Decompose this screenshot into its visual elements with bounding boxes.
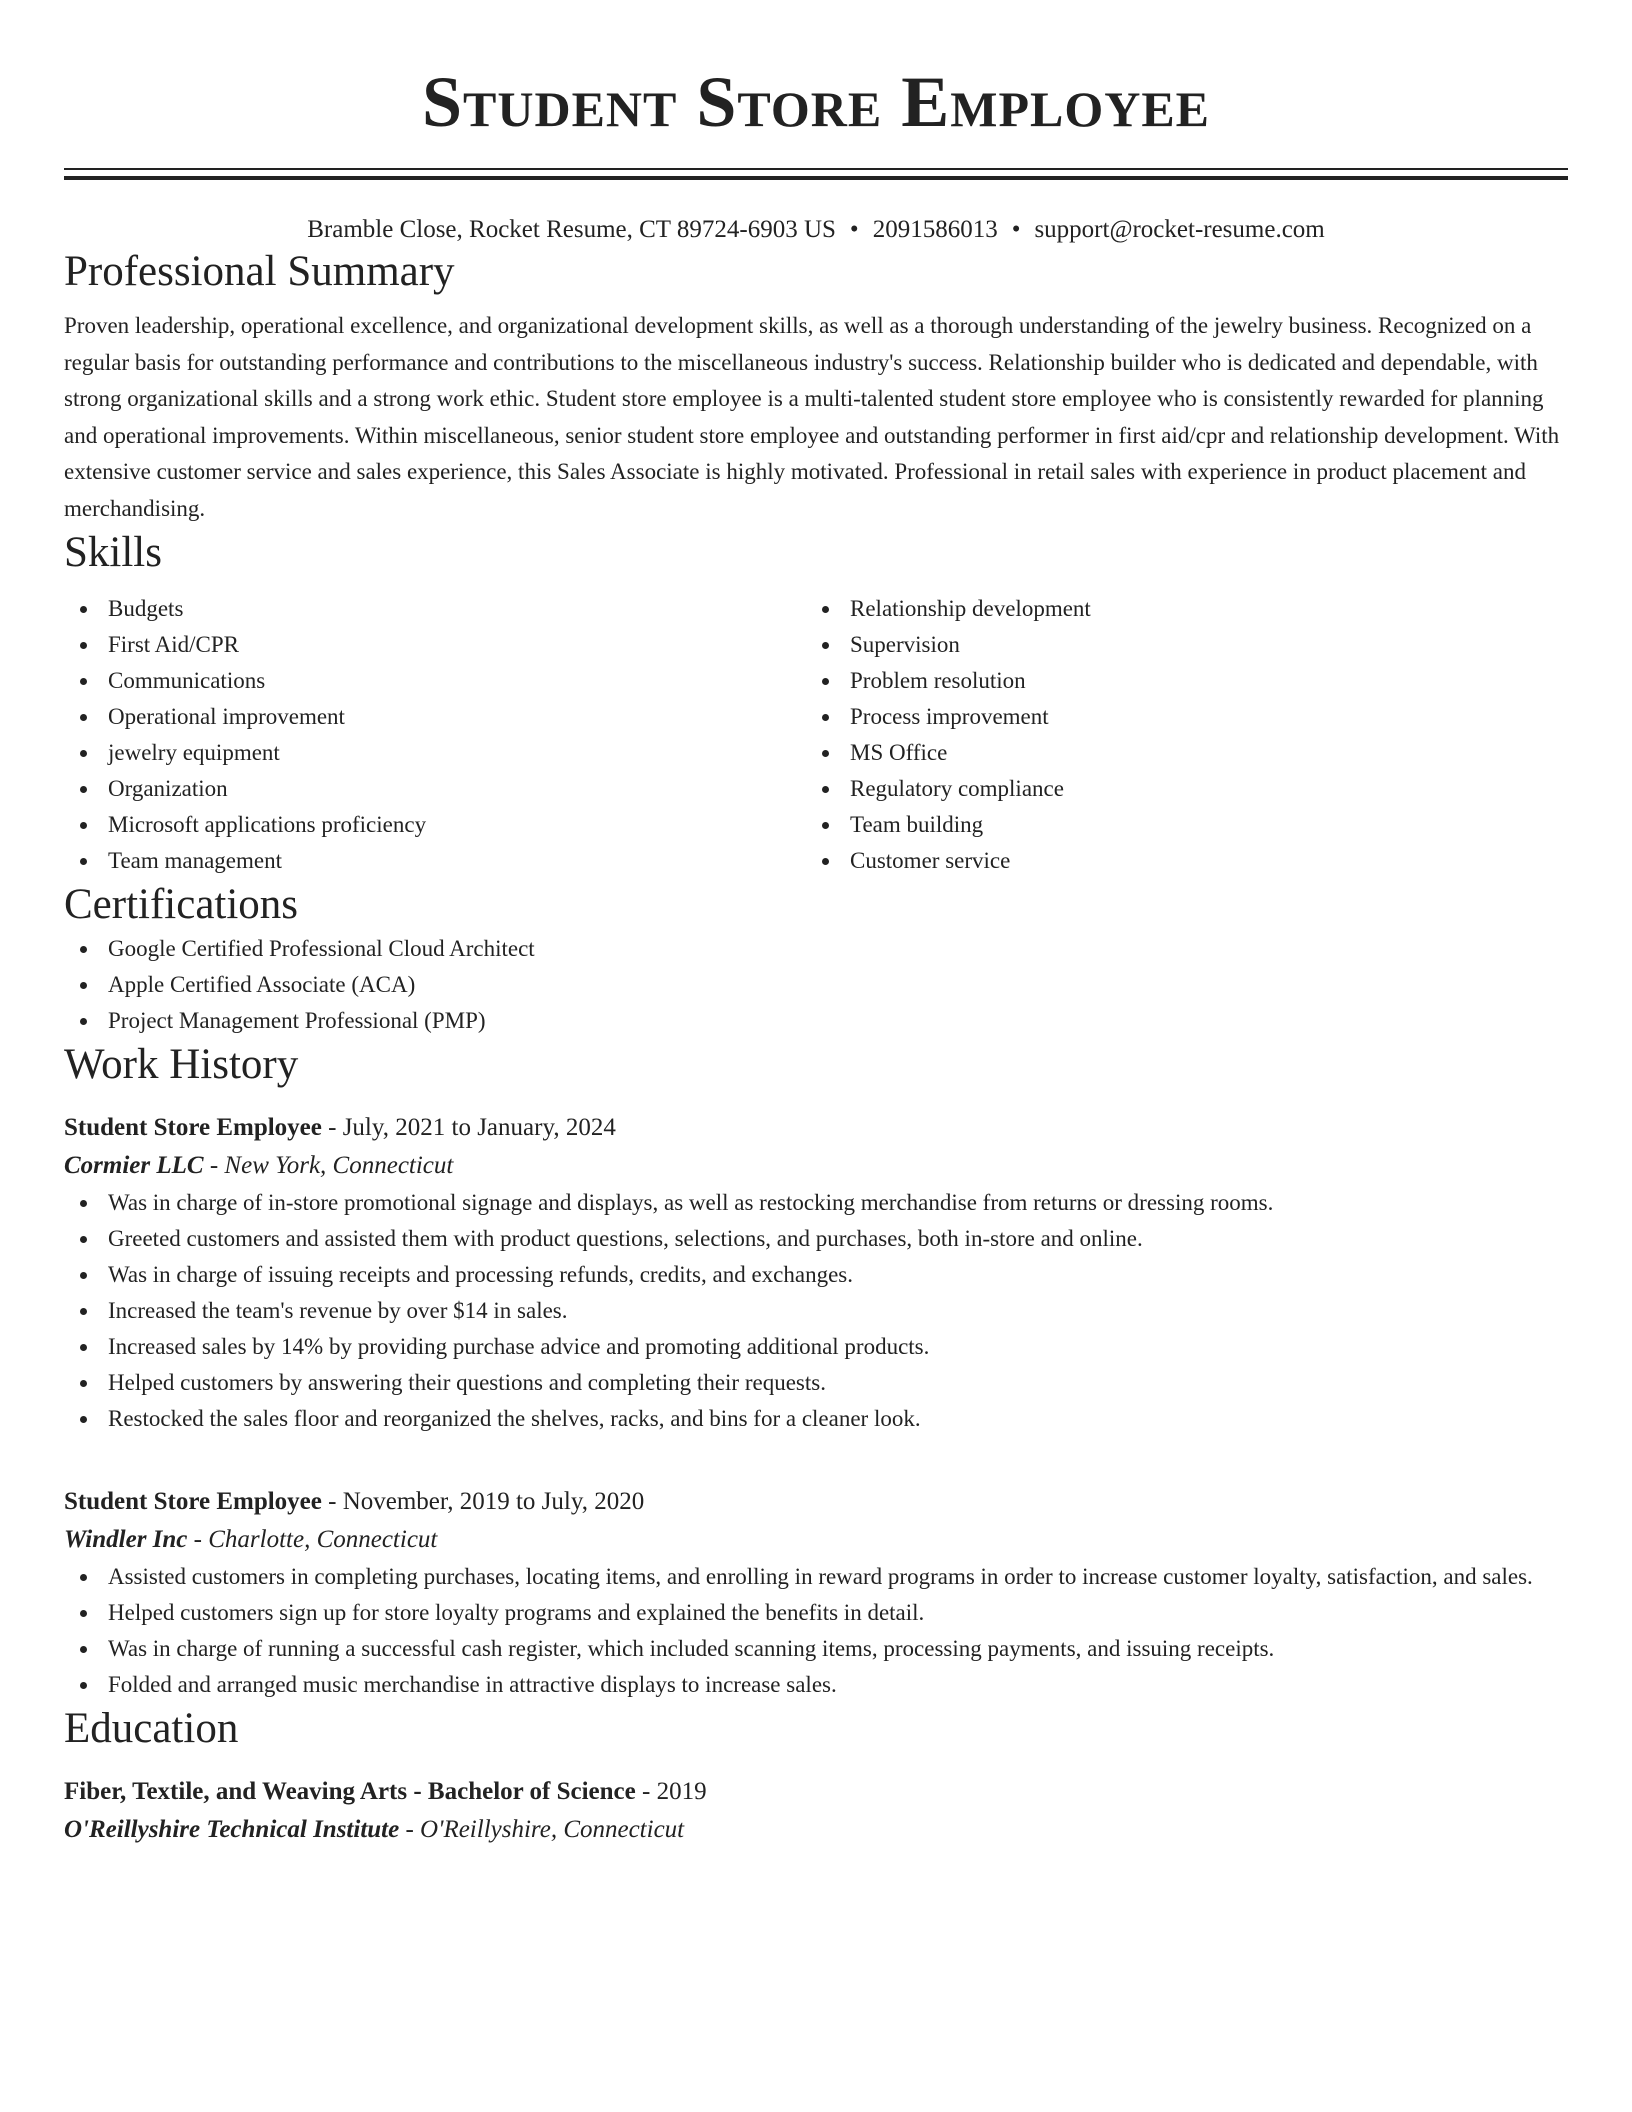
job-bullet: Greeted customers and assisted them with product questions, selections, and purchases, both in-store and online. — [64, 1221, 1568, 1257]
education-entry — [64, 1773, 1568, 1849]
job-bullet: Increased sales by 14% by providing purchase advice and promoting additional products. — [64, 1329, 1568, 1365]
job-bullet: Assisted customers in completing purchases, locating items, and enrolling in reward programs in order to increase customer loyalty, satisfaction, and sales. — [64, 1559, 1568, 1595]
job-company: Cormier LLC — [64, 1152, 204, 1179]
skills-list-right — [806, 591, 1548, 879]
job-title: Student Store Employee — [64, 1114, 322, 1141]
skills-heading: Skills — [64, 529, 162, 576]
skills-list-left — [64, 591, 806, 879]
resume-title: Student Store Employee — [421, 62, 1211, 142]
job-bullet: Helped customers by answering their questions and completing their requests. — [64, 1365, 1568, 1401]
certification-item: Apple Certified Associate (ACA) — [64, 967, 1568, 1003]
skill-item: MS Office — [806, 735, 1548, 771]
skill-item: Supervision — [806, 627, 1548, 663]
skill-item: Budgets — [64, 591, 806, 627]
skill-item: First Aid/CPR — [64, 627, 806, 663]
job-company-line — [64, 1147, 1568, 1185]
title-divider-thick — [64, 176, 1568, 180]
certifications-list — [64, 931, 1568, 1039]
skill-item: Microsoft applications proficiency — [64, 807, 806, 843]
contact-line — [64, 214, 1568, 246]
work-history-heading: Work History — [64, 1041, 299, 1088]
skill-item: Problem resolution — [806, 663, 1548, 699]
education-degree: Fiber, Textile, and Weaving Arts - Bachelor of Science — [64, 1778, 636, 1805]
title-divider-thin — [64, 168, 1568, 170]
job-header — [64, 1109, 1568, 1147]
skill-item: Operational improvement — [64, 699, 806, 735]
job-bullet: Increased the team's revenue by over $14 in sales. — [64, 1293, 1568, 1329]
skill-item: Process improvement — [806, 699, 1548, 735]
job-company-line — [64, 1521, 1568, 1559]
skill-item: Relationship development — [806, 591, 1548, 627]
job-entry — [64, 1483, 1568, 1703]
education-location: - O'Reillyshire, Connecticut — [399, 1816, 685, 1843]
job-entry — [64, 1109, 1568, 1437]
contact-separator: • — [1011, 216, 1021, 243]
skill-item: Team management — [64, 843, 806, 879]
job-bullet: Folded and arranged music merchandise in attractive displays to increase sales. — [64, 1667, 1568, 1703]
summary-text: Proven leadership, operational excellence, and organizational development skills, as well as a thorough understanding of the jewelry business. Recognized on a regular basis for outstanding performance and contributions to the miscellaneous industry's success. Relationship builder who is dedicated and dependable, with strong organizational skills and a strong work ethic. Student store employee is a multi-talented student store employee who is consistently rewarded for planning and operational improvements. Within miscellaneous, senior student store employee and outstanding performer in first aid/cpr and relationship development. With extensive customer service and sales experience, this Sales Associate is highly motivated. Professional in retail sales with experience in product placement and merchandising. — [64, 313, 1560, 521]
job-bullet: Helped customers sign up for store loyalty programs and explained the benefits in detail. — [64, 1595, 1568, 1631]
job-location: - Charlotte, Connecticut — [187, 1526, 438, 1553]
job-bullet: Was in charge of issuing receipts and processing refunds, credits, and exchanges. — [64, 1257, 1568, 1293]
education-school-line — [64, 1811, 1568, 1849]
skill-item: Regulatory compliance — [806, 771, 1548, 807]
summary-heading: Professional Summary — [64, 248, 455, 295]
education-school: O'Reillyshire Technical Institute — [64, 1816, 400, 1843]
job-dates: - July, 2021 to January, 2024 — [321, 1114, 616, 1141]
job-dates: - November, 2019 to July, 2020 — [321, 1488, 645, 1515]
job-company: Windler Inc — [64, 1526, 188, 1553]
skill-item: Organization — [64, 771, 806, 807]
certification-item: Google Certified Professional Cloud Architect — [64, 931, 1568, 967]
education-year: - 2019 — [635, 1778, 707, 1805]
job-header — [64, 1483, 1568, 1521]
contact-email: support@rocket-resume.com — [1034, 216, 1325, 243]
contact-phone: 2091586013 — [872, 216, 998, 243]
job-bullet: Restocked the sales floor and reorganized the shelves, racks, and bins for a cleaner look. — [64, 1401, 1568, 1437]
skill-item: Team building — [806, 807, 1548, 843]
contact-address: Bramble Close, Rocket Resume, CT 89724-6903 US — [307, 216, 836, 243]
skills-columns — [64, 591, 1568, 879]
job-bullets — [64, 1559, 1568, 1703]
job-location: - New York, Connecticut — [203, 1152, 454, 1179]
education-heading: Education — [64, 1705, 239, 1752]
job-title: Student Store Employee — [64, 1488, 322, 1515]
education-header — [64, 1773, 1568, 1811]
job-bullet: Was in charge of running a successful cash register, which included scanning items, processing payments, and issuing receipts. — [64, 1631, 1568, 1667]
certifications-heading: Certifications — [64, 881, 299, 928]
skill-item: jewelry equipment — [64, 735, 806, 771]
contact-separator: • — [849, 216, 859, 243]
job-bullets — [64, 1185, 1568, 1437]
skill-item: Customer service — [806, 843, 1548, 879]
job-bullet: Was in charge of in-store promotional signage and displays, as well as restocking merchandise from returns or dressing rooms. — [64, 1185, 1568, 1221]
skill-item: Communications — [64, 663, 806, 699]
certification-item: Project Management Professional (PMP) — [64, 1003, 1568, 1039]
